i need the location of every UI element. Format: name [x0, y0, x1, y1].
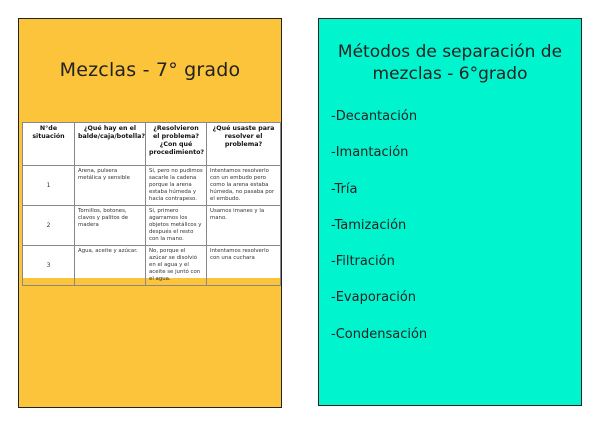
table-row: [23, 206, 281, 246]
row-resolved: No, porque el azúcar se disolvió en el agua y el aceite se juntó con el agua.: [146, 246, 207, 286]
list-item: -Evaporación: [331, 290, 417, 306]
list-item: -Condensación: [331, 326, 428, 342]
right-title-line-2: mezclas - 6°grado: [372, 64, 528, 84]
row-number: 3: [23, 246, 75, 286]
row-number: 1: [23, 166, 75, 206]
left-card-title: Mezclas - 7° grado: [59, 59, 241, 81]
right-card-title: [319, 41, 581, 85]
metodos-separacion-6-grado-card: [318, 18, 582, 406]
row-contents: Agua, aceite y azúcar.: [75, 246, 146, 286]
table-row: [23, 166, 281, 206]
table-header-row: [23, 123, 281, 166]
situations-table: [22, 122, 280, 283]
list-item: -Filtración: [331, 254, 395, 270]
list-item: -Imantación: [331, 145, 409, 161]
row-tools-used: Usamos imanes y la mano.: [207, 206, 281, 246]
table-row: [23, 246, 281, 286]
list-item: -Tamización: [331, 217, 407, 233]
list-item: -Tría: [331, 181, 358, 197]
list-item: -Decantación: [331, 109, 418, 124]
header-contents: ¿Qué hay en el balde/caja/botella?: [75, 123, 146, 166]
row-tools-used: Intentamos resolverlo con un embudo pero como la arena estaba húmeda, no pasaba por el embudo.: [207, 166, 281, 206]
row-resolved: Sí, primero agarramos los objetos metálicos y después el resto con la mano.: [146, 206, 207, 246]
row-resolved: Sí, pero no pudimos sacarle la cadena porque la arena estaba húmeda y hacía contrapeso.: [146, 166, 207, 206]
header-resolved: ¿Resolvieron el problema? ¿Con qué procedimiento?: [146, 123, 207, 166]
header-situation-number: N°de situación: [23, 123, 75, 166]
separation-methods-list: [331, 109, 427, 363]
row-number: 2: [23, 206, 75, 246]
header-tools-used: ¿Qué usaste para resolver el problema?: [207, 123, 281, 166]
right-title-line-1: Métodos de separación de: [337, 42, 563, 62]
row-contents: Tornillos, botones, clavos y palitos de madera: [75, 206, 146, 246]
row-contents: Arena, pulsera metálica y sensible: [75, 166, 146, 206]
row-tools-used: Intentamos resolverlo con una cuchara: [207, 246, 281, 286]
mezclas-7-grado-card: [18, 18, 282, 408]
